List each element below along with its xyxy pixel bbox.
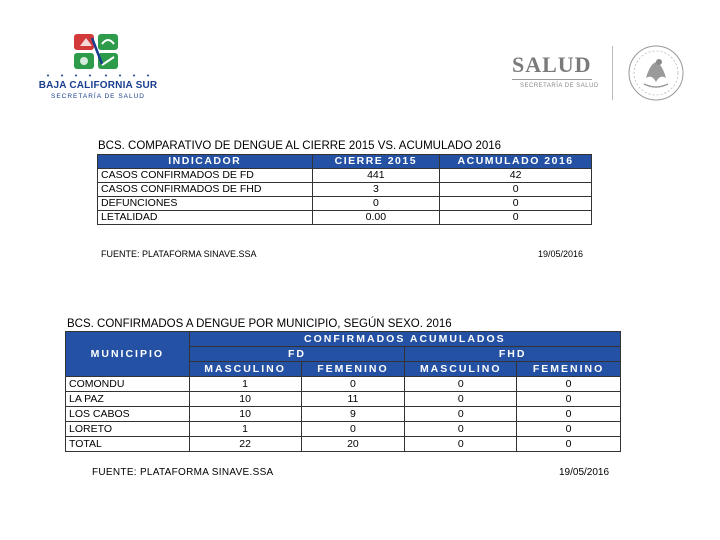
cell-value: 0 [517, 407, 621, 422]
cell-value: 22 [189, 437, 301, 452]
cell-value: 0 [517, 377, 621, 392]
cell-value: 0.00 [312, 211, 440, 225]
cell-value: 0 [301, 377, 405, 392]
table-row-total [66, 437, 621, 452]
header-indicador: INDICADOR [98, 155, 313, 169]
cell-value: 441 [312, 169, 440, 183]
cell-value: 11 [301, 392, 405, 407]
municipio-name: LA PAZ [66, 392, 190, 407]
cell-value: 0 [405, 407, 517, 422]
table1-title: BCS. COMPARATIVO DE DENGUE AL CIERRE 2015 VS. ACUMULADO 2016 [98, 140, 502, 152]
municipio-name: COMONDU [66, 377, 190, 392]
cell-value: 0 [440, 211, 592, 225]
cell-value: 0 [405, 392, 517, 407]
header-fhd-masculino: MASCULINO [405, 362, 517, 377]
table-row [66, 422, 621, 437]
row-label: CASOS CONFIRMADOS DE FD [98, 169, 313, 183]
row-label: CASOS CONFIRMADOS DE FHD [98, 183, 313, 197]
header-acumulado-2016: ACUMULADO 2016 [440, 155, 592, 169]
salud-logo-subtitle: SECRETARÍA DE SALUD [520, 83, 599, 89]
cell-value: 0 [517, 422, 621, 437]
bcs-emblem-icon [72, 32, 120, 72]
table-row [66, 377, 621, 392]
comparison-table [97, 154, 592, 225]
cell-value: 10 [189, 392, 301, 407]
cell-value: 0 [405, 422, 517, 437]
table-row [98, 183, 592, 197]
salud-logo-name: SALUD [512, 52, 592, 77]
municipio-name: LORETO [66, 422, 190, 437]
table1-source: FUENTE: PLATAFORMA SINAVE.SSA [101, 249, 257, 259]
bcs-logo-name: BAJA CALIFORNIA SUR [38, 80, 158, 91]
municipio-name: TOTAL [66, 437, 190, 452]
salud-underline [512, 79, 592, 80]
header-fhd: FHD [405, 347, 621, 362]
cell-value: 10 [189, 407, 301, 422]
municipio-table [65, 331, 621, 452]
table2-source: FUENTE: PLATAFORMA SINAVE.SSA [92, 467, 274, 478]
header-fhd-femenino: FEMENINO [517, 362, 621, 377]
cell-value: 1 [189, 377, 301, 392]
cell-value: 0 [312, 197, 440, 211]
mexico-seal-icon [626, 44, 686, 102]
cell-value: 0 [301, 422, 405, 437]
cell-value: 0 [517, 392, 621, 407]
row-label: DEFUNCIONES [98, 197, 313, 211]
table-row [98, 169, 592, 183]
header-municipio: MUNICIPIO [66, 332, 190, 377]
municipio-name: LOS CABOS [66, 407, 190, 422]
cell-value: 0 [405, 437, 517, 452]
salud-divider [612, 46, 613, 100]
table-row [66, 392, 621, 407]
table-row [98, 197, 592, 211]
header-cierre-2015: CIERRE 2015 [312, 155, 440, 169]
header-confirmados-acumulados: CONFIRMADOS ACUMULADOS [189, 332, 620, 347]
cell-value: 20 [301, 437, 405, 452]
table-header-row [66, 332, 621, 347]
header-fd: FD [189, 347, 405, 362]
cell-value: 42 [440, 169, 592, 183]
cell-value: 3 [312, 183, 440, 197]
bcs-decor-dots [44, 74, 152, 77]
table-row [98, 211, 592, 225]
cell-value: 1 [189, 422, 301, 437]
table2-date: 19/05/2016 [559, 467, 610, 478]
cell-value: 0 [440, 197, 592, 211]
bcs-logo-subtitle: SECRETARÍA DE SALUD [50, 93, 145, 100]
table-row [66, 407, 621, 422]
cell-value: 0 [440, 183, 592, 197]
table1-date: 19/05/2016 [538, 249, 584, 259]
header-fd-masculino: MASCULINO [189, 362, 301, 377]
cell-value: 9 [301, 407, 405, 422]
row-label: LETALIDAD [98, 211, 313, 225]
cell-value: 0 [517, 437, 621, 452]
cell-value: 0 [405, 377, 517, 392]
header-fd-femenino: FEMENINO [301, 362, 405, 377]
table-header-row [98, 155, 592, 169]
table2-title: BCS. CONFIRMADOS A DENGUE POR MUNICIPIO, SEGÚN SEXO. 2016 [67, 318, 452, 330]
